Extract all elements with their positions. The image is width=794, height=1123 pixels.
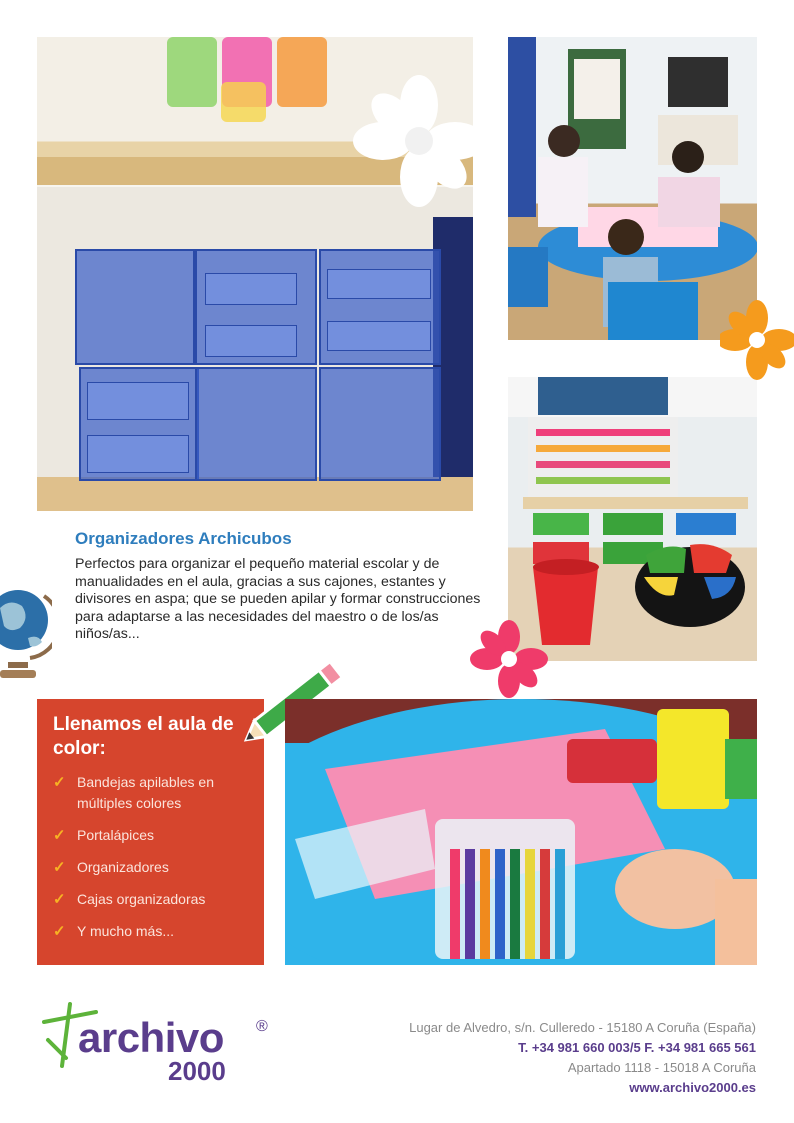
logo-registered: ® — [256, 1018, 268, 1035]
list-item — [53, 889, 258, 910]
check-icon: ✓ — [53, 923, 66, 940]
list-item-label: Cajas organizadoras — [77, 891, 206, 907]
photo-organizers-shelf — [37, 37, 473, 511]
logo-word: archivo — [78, 1014, 224, 1061]
check-icon: ✓ — [53, 827, 66, 844]
list-item-label: Bandejas apilables en múltiples colores — [77, 774, 214, 811]
decorative-globe-icon — [0, 578, 52, 688]
contact-phones: T. +34 981 660 003/5 F. +34 981 665 561 — [518, 1040, 756, 1055]
list-item — [53, 825, 258, 846]
decorative-flower-white — [37, 37, 473, 511]
list-item — [53, 772, 258, 814]
contact-info — [336, 1018, 756, 1098]
list-item-label: Organizadores — [77, 859, 169, 875]
photo-children-at-table — [508, 37, 757, 340]
panel-heading: Llenamos el aula de color: — [53, 714, 234, 759]
logo-year: 2000 — [168, 1056, 226, 1086]
photo-storage-shelves — [508, 377, 757, 661]
product-description: Perfectos para organizar el pequeño material escolar y de manualidades en el aula, gracias a sus cajones, estantes y divisores en aspa; que se pueden apilar y formar construcciones para adaptarse a las necesidades del maestro o de los/as niños/as... — [75, 556, 481, 643]
archivo-2000-logo — [40, 1000, 280, 1092]
check-icon: ✓ — [53, 774, 66, 791]
list-item-label: Y mucho más... — [77, 923, 175, 939]
contact-address: Lugar de Alvedro, s/n. Culleredo - 15180 A Coruña (España) — [409, 1020, 756, 1035]
list-item — [53, 857, 258, 878]
product-title: Organizadores Archicubos — [75, 529, 292, 548]
contact-apartado: Apartado 1118 - 15018 A Coruña — [567, 1060, 756, 1075]
check-icon: ✓ — [53, 891, 66, 908]
decorative-flower-orange — [720, 300, 794, 380]
list-item — [53, 921, 258, 942]
feature-list — [53, 772, 258, 953]
photo-markers-table — [285, 699, 757, 965]
list-item-label: Portalápices — [77, 827, 155, 843]
check-icon: ✓ — [53, 859, 66, 876]
feature-panel — [37, 699, 264, 965]
website-link[interactable]: www.archivo2000.es — [629, 1080, 756, 1095]
